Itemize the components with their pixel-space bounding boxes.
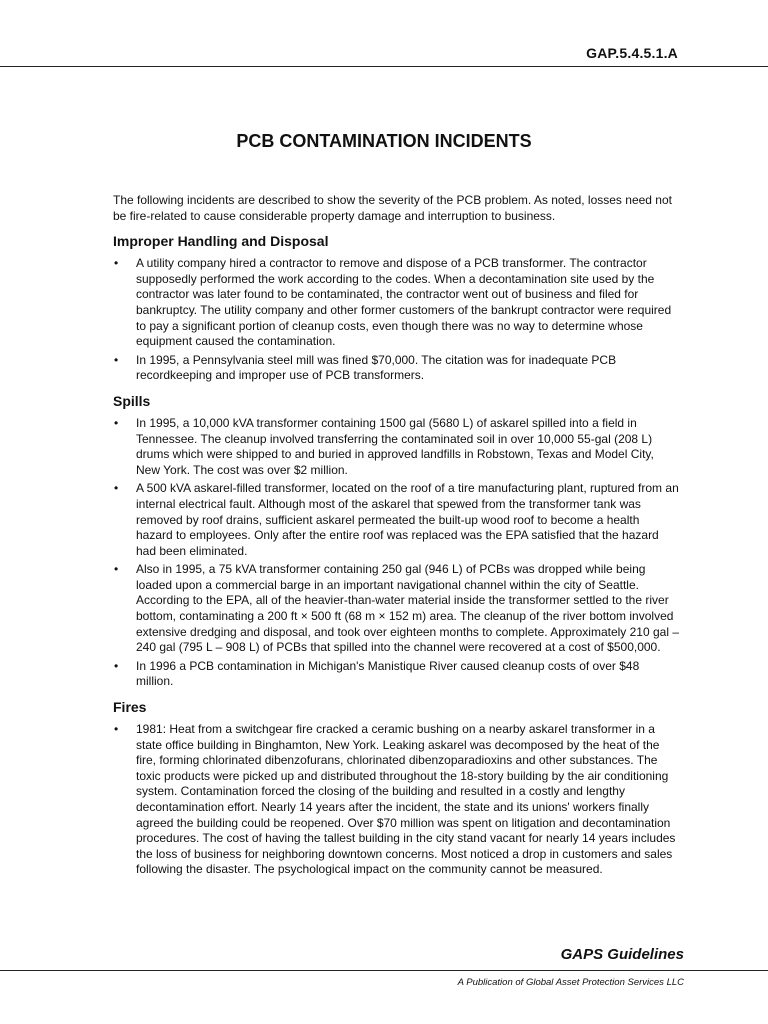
bullet-icon: •	[114, 481, 119, 496]
bullet-icon: •	[114, 352, 119, 367]
document-id: GAP.5.4.5.1.A	[586, 45, 678, 61]
section-heading: Fires	[113, 699, 147, 716]
list-item	[113, 562, 679, 656]
list-item	[113, 659, 679, 690]
bullet-list	[113, 722, 679, 878]
list-item-text: In 1995, a Pennsylvania steel mill was fined $70,000. The citation was for inadequate PCB recordkeeping and improper use of PCB transformers.	[136, 352, 617, 383]
section-fires	[113, 698, 679, 878]
section-heading: Improper Handling and Disposal	[113, 233, 329, 250]
list-item	[113, 416, 679, 478]
list-item-text: In 1996 a PCB contamination in Michigan's Manistique River caused cleanup costs of over $48 million.	[136, 658, 640, 689]
header-rule	[0, 66, 768, 67]
footer-brand: GAPS Guidelines	[560, 946, 684, 963]
bullet-icon: •	[114, 722, 119, 737]
intro-paragraph: The following incidents are described to show the severity of the PCB problem. As noted, losses need not be fire-related to cause considerable property damage and interruption to business.	[113, 193, 672, 223]
section-heading: Spills	[113, 392, 151, 409]
list-item	[113, 481, 679, 559]
bullet-icon: •	[114, 256, 119, 271]
footer-publication: A Publication of Global Asset Protection Services LLC	[457, 977, 684, 988]
list-item	[113, 256, 679, 350]
section-spills	[113, 392, 679, 690]
list-item-text: A 500 kVA askarel-filled transformer, located on the roof of a tire manufacturing plant, ruptured from an internal electrical fault. Although most of the askarel that spewed from the transformer tank was removed by roof drains, sufficient askarel permeated the built-up wood roof to become a health hazard to employees. Only after the entire roof was replaced was the EPA satisfied that the hazard had been eliminated.	[136, 481, 679, 558]
list-item-text: Also in 1995, a 75 kVA transformer containing 250 gal (946 L) of PCBs was dropped while being loaded upon a commercial barge in an important navigational channel within the city of Seattle. According to the EPA, all of the heavier-than-water material inside the transformer settled to the river bottom, contaminating a 200 ft × 500 ft (68 m × 152 m) area. The cleanup of the river bottom involved extensive dredging and disposal, and took over eighteen months to complete. Approximately 210 gal – 240 gal (795 L – 908 L) of PCBs that spilled into the channel were recovered at a cost of $500,000.	[136, 562, 680, 655]
list-item	[113, 722, 679, 878]
bullet-icon: •	[114, 658, 119, 673]
page-title: PCB CONTAMINATION INCIDENTS	[236, 131, 532, 151]
list-item-text: A utility company hired a contractor to remove and dispose of a PCB transformer. The contractor supposedly performed the work according to the codes. When a decontamination site used by the contractor was later found to be contaminated, the contractor went out of business and filed for bankruptcy. The utility company and other former customers of the bankrupt contractor were required to pay a significant portion of cleanup costs, even though there was no way to determine whose equipment caused the contamination.	[136, 256, 672, 349]
list-item-text: 1981: Heat from a switchgear fire cracked a ceramic bushing on a nearby askarel transformer in a state office building in Binghamton, New York. Leaking askarel was decomposed by the heat of the fire, forming chlorinated dibenzofurans, chlorinated dibenzoparadioxins and other substances. The toxic products were picked up and distributed throughout the 18-story building by the air conditioning system. Contamination forced the closing of the building and resulted in a costly and lengthy decontamination effort. Nearly 14 years after the incident, the state and its unions' workers finally agreed the building could be reopened. Over $70 million was spent on litigation and decontamination procedures. The cost of having the tallest building in the city stand vacant for nearly 14 years includes the loss of business for neighboring downtown concerns. Most noticed a drop in customers and sales following the disaster. The psychological impact on the community cannot be measured.	[136, 722, 676, 877]
list-item	[113, 353, 679, 384]
section-improper-handling	[113, 232, 679, 384]
footer-rule	[0, 970, 768, 971]
bullet-icon: •	[114, 415, 119, 430]
document-body	[113, 193, 679, 881]
bullet-icon: •	[114, 562, 119, 577]
list-item-text: In 1995, a 10,000 kVA transformer containing 1500 gal (5680 L) of askarel spilled into a field in Tennessee. The cleanup involved transferring the contaminated soil in over 10,000 55-gal (208 L) drums which were shipped to and buried in approved landfills in Robstown, Texas and Model City, New York. The cost was over $2 million.	[136, 415, 654, 477]
bullet-list	[113, 256, 679, 384]
bullet-list	[113, 416, 679, 690]
